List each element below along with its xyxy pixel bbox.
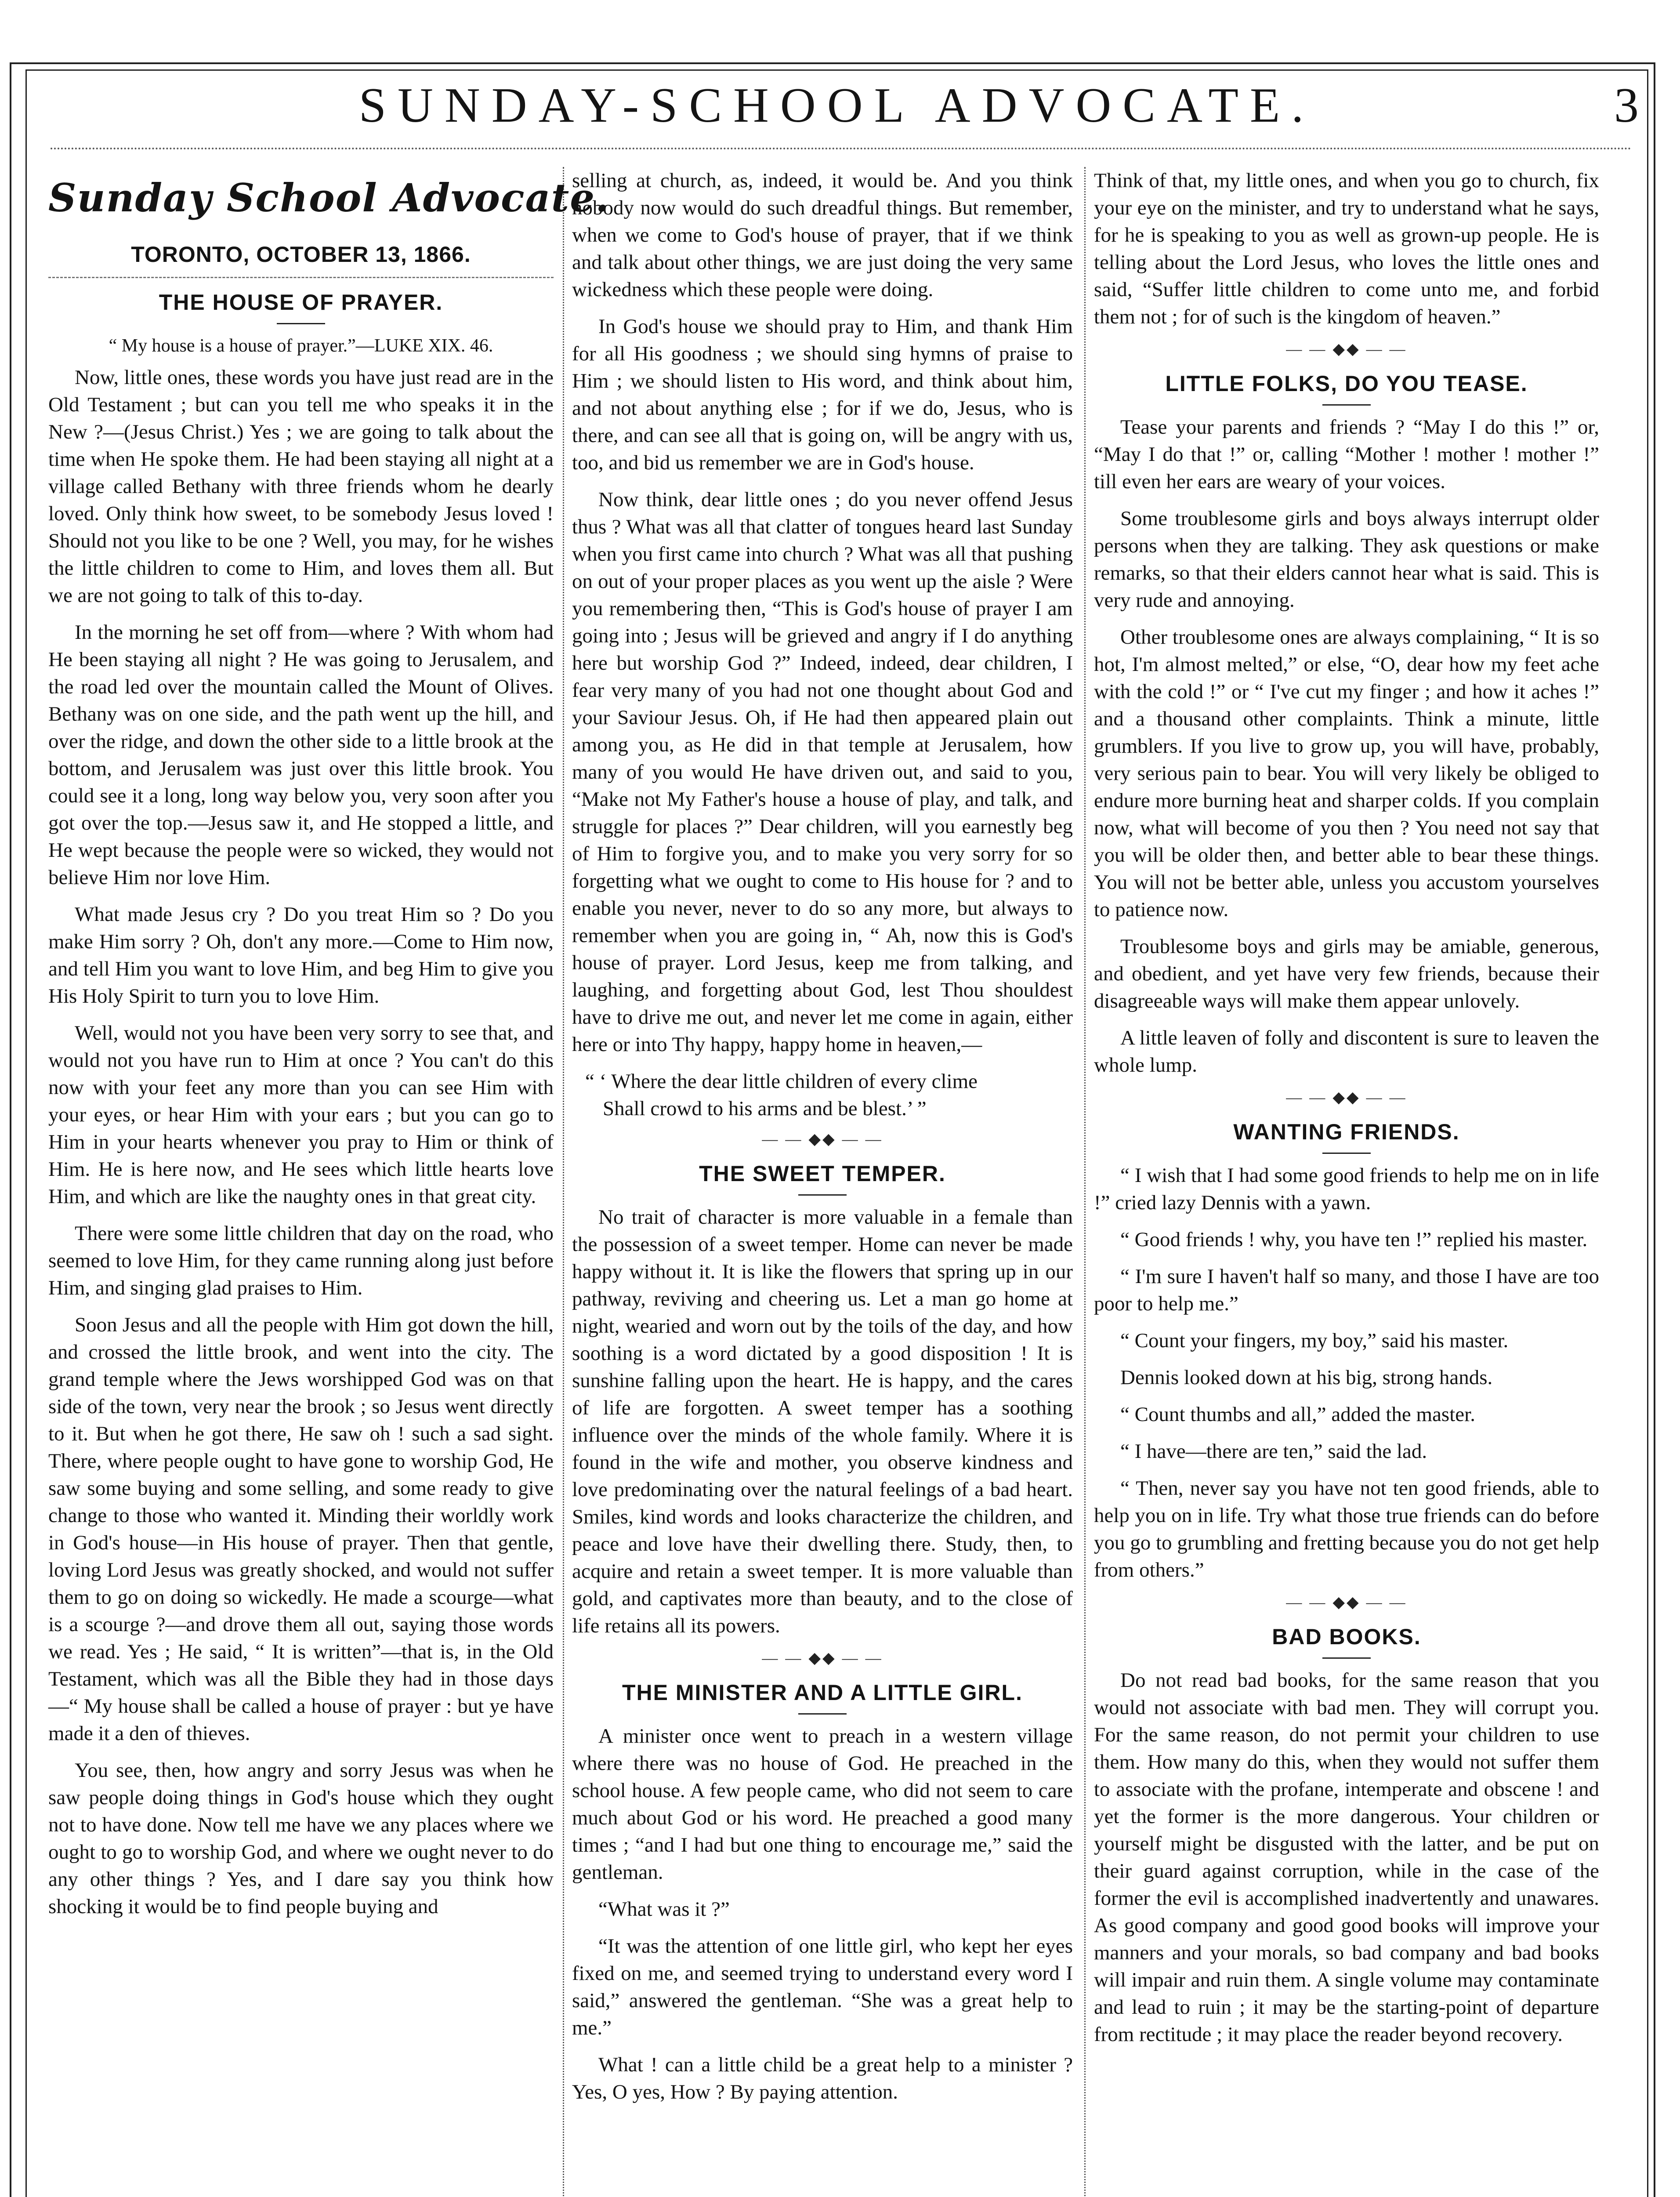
paragraph: “It was the attention of one little girl, who kept her eyes fixed on me, and seemed trying to understand every word I said,” answered the gentleman. “She was a great help to me.” (572, 1935, 1073, 2039)
paragraph: Now think, dear little ones ; do you never offend Jesus thus ? What was all that clatter of tongues heard last Sunday when you first came into church ? What was all that pushing on out of your proper places as you went up the aisle ? Were you remembering then, “This is God's house of prayer I am going into ; Jesus will be grieved and angry if I do anything here but worship God ?” Indeed, indeed, dear children, I fear very many of you had not one thought about God and your Saviour Jesus. Oh, if He had then appeared plain out among you, as He did in that temple at Jerusalem, how many of you would He have driven out, and said to you, “Make not My Father's house a house of play, and talk, and struggle for places ?” Dear children, will you earnestly beg of Him to forgive you, and to make you very sorry for so forgetting what we ought to come to His house for ? and to enable you never, never to do so any more, but always to remember when you are going in, “ Ah, now this is God's house of prayer. Lord Jesus, keep me from talking, and laughing, and forgetting about God, lest Thou shouldest have to drive me out, and never let me come in again, either here or into Thy happy, happy home in heaven,— (572, 488, 1073, 1056)
paragraph: selling at church, as, indeed, it would be. And you think nobody now would do such dreadful things. But remember, when we come to God's house of prayer, that if we think and talk about other things, we are just doing the very same wickedness which these people were doing. (572, 169, 1073, 301)
paragraph: You see, then, how angry and sorry Jesus was when he saw people doing things in God's house which they ought not to have done. Now tell me have we any places where we ought to go to worship God, and where we ought never to do any other things ? Yes, and I dare say you think how shocking it would be to find people buying and (48, 1759, 554, 1918)
paragraph: “ I'm sure I haven't half so many, and those I have are too poor to help me.” (1094, 1265, 1599, 1315)
paragraph: Tease your parents and friends ? “May I do this !” or, “May I do that !” or, calling “Mother ! mother ! mother !” till even her ears are weary of your voices. (1094, 416, 1599, 493)
dateline-rule (48, 277, 554, 278)
paper-title: Sunday School Advocate. (48, 175, 610, 221)
verse-line: Shall crowd to his arms and be blest.’ ” (603, 1097, 927, 1120)
paragraph: In the morning he set off from—where ? With whom had He been staying all night ? He was going to Jerusalem, and the road led over the mountain called the Mount of Olives. Bethany was on one side, and the path went up the hill, and over the ridge, and down the other side to a little brook at the bottom, and Jerusalem was just over this little brook. You could see it a long, long way below you, very soon after you got over the top.—Jesus saw it, and He stopped a little, and He wept because the people were so wicked, they would not believe Him nor love Him. (48, 621, 554, 889)
column-1 (48, 167, 610, 2197)
title-rule (277, 323, 325, 324)
column-2 (572, 167, 1073, 2197)
dateline: TORONTO, OCTOBER 13, 1866. (131, 242, 471, 267)
paragraph: Dennis looked down at his big, strong hands. (1120, 1366, 1493, 1389)
article-title-bad-books: BAD BOOKS. (1272, 1624, 1421, 1649)
paragraph: “ Good friends ! why, you have ten !” replied his master. (1120, 1228, 1588, 1251)
title-rule (1322, 404, 1371, 406)
section-ornament: — — ◆◆ — — (1286, 1088, 1407, 1106)
column-divider (563, 167, 564, 2197)
page-number: 3 (1614, 78, 1639, 133)
masthead-rule (51, 148, 1632, 149)
title-rule (1322, 1657, 1371, 1659)
paragraph: Other troublesome ones are always complaining, “ It is so hot, I'm almost melted,” or else, “O, dear how my feet ache with the cold !” or “ I've cut my finger ; and how it aches !” and a thousand other complaints. Think a minute, little grumblers. If you live to grow up, you will have, probably, very serious pain to bear. You will very likely be obliged to endure more burning heat and sharper colds. If you complain now, what will become of you then ? You need not say that you will be older then, and better able to bear these things. You will not be better able, unless you accustom yourselves to patience now. (1094, 626, 1599, 921)
paragraph: “ Then, never say you have not ten good friends, able to help you on in life. Try what those true friends can do before you go to grumbling and fretting because you do not get help from others.” (1094, 1477, 1599, 1581)
paragraph: No trait of character is more valuable in a female than the possession of a sweet temper. Home can never be made happy without it. It is like the flowers that spring up in our pathway, reviving and cheering us. Let a man go home at night, wearied and worn out by the toils of the day, and how soothing is a word dictated by a good disposition ! It is sunshine falling upon the heart. He is happy, and the cares of life are forgotten. A sweet temper has a soothing influence over the minds of the whole family. Where it is found in the wife and mother, you observe kindness and love predominating over the natural feelings of a bad heart. Smiles, kind words and looks characterize the children, and peace and love have their dwelling there. Study, then, to acquire and retain a sweet temper. It is more valuable than gold, and captivates more than beauty, and to the close of life retains all its powers. (572, 1206, 1073, 1637)
running-title: SUNDAY-SCHOOL ADVOCATE. (358, 78, 1315, 133)
paragraph: There were some little children that day on the road, who seemed to love Him, for they came running along just before Him, and singing glad praises to Him. (48, 1222, 554, 1299)
article-title-sweet-temper: THE SWEET TEMPER. (699, 1161, 946, 1186)
paragraph: Do not read bad books, for the same reason that you would not associate with bad men. They will corrupt you. For the same reason, do not permit your children to use them. How many do this, when they would not suffer them to associate with the profane, intemperate and obscene ! and yet the former is the more dangerous. Your children or yourself might be disgusted with the latter, and be put on their guard against corruption, while in the case of the former the evil is accomplished inadvertently and unawares. As good company and good good books will improve your manners and your morals, so bad company and bad books will impair and ruin them. A single volume may contaminate and lead to ruin ; it may be the starting-point of departure from rectitude ; it may place the reader beyond recovery. (1094, 1669, 1599, 2046)
paragraph: “ Count thumbs and all,” added the master. (1120, 1403, 1475, 1426)
paragraph: In God's house we should pray to Him, and thank Him for all His goodness ; we should sing hymns of praise to Him ; we should listen to His word, and think about him, and not about anything else ; for if we do, Jesus, who is there, and can see all that is going on, will be angry with us, too, and bid us remember we are in God's house. (572, 315, 1073, 474)
title-rule (798, 1713, 847, 1715)
paragraph: “ Count your fingers, my boy,” said his master. (1120, 1329, 1509, 1352)
section-ornament: — — ◆◆ — — (762, 1649, 883, 1667)
paragraph: Well, would not you have been very sorry to see that, and would not you have run to Him at once ? You can't do this now with your feet any more than you can see Him with your eyes, or hear Him with your ears ; but you can go to Him in your hearts whenever you pray to Him or think of Him. He is here now, and He sees which little hearts love Him, and which are like the naughty ones in that great city. (48, 1022, 554, 1208)
column-3 (1094, 167, 1599, 2197)
paragraph: What ! can a little child be a great help to a minister ? Yes, O yes, How ? By paying attention. (572, 2053, 1073, 2103)
paragraph: Soon Jesus and all the people with Him got down the hill, and crossed the little brook, and went into the city. The grand temple where the Jews worshipped God was on that side of the town, very near the brook ; so Jesus went directly to it. But when he got there, He saw oh ! such a sad sight. There, where people ought to have gone to worship God, He saw some buying and some selling, and some ready to give change to those who wanted it. Minding their worldly work in God's house—in His house of prayer. Then that gentle, loving Lord Jesus was greatly shocked, and would not suffer them to go on doing so wickedly. He made a scourge—what is a scourge ?—and drove them all out, saying those words we read. Yes ; He said, “ It is written”—that is, in the Old Testament, which was all the Bible they had in those days—“ My house shall be called a house of prayer : but ye have made it a den of thieves. (48, 1313, 554, 1745)
verse-line: “ ‘ Where the dear little children of every clime (585, 1070, 978, 1093)
paragraph: “What was it ?” (598, 1898, 730, 1921)
paragraph: Some troublesome girls and boys always interrupt older persons when they are talking. They ask questions or make remarks, so that their elders cannot hear what is said. This is very rude and annoying. (1094, 507, 1599, 612)
section-ornament: — — ◆◆ — — (762, 1130, 883, 1148)
epigraph: “ My house is a house of prayer.”—LUKE XIX. 46. (109, 336, 493, 356)
title-rule (1322, 1153, 1371, 1154)
paragraph: Troublesome boys and girls may be amiable, generous, and obedient, and yet have very few friends, because their disagreeable ways will make them appear unlovely. (1094, 935, 1599, 1012)
article-title-minister: THE MINISTER AND A LITTLE GIRL. (622, 1680, 1023, 1705)
title-rule (798, 1194, 847, 1196)
article-title-little-folks: LITTLE FOLKS, DO YOU TEASE. (1165, 371, 1528, 396)
section-ornament: — — ◆◆ — — (1286, 1593, 1407, 1611)
paragraph: “ I have—there are ten,” said the lad. (1120, 1440, 1427, 1463)
paragraph: “ I wish that I had some good friends to help me on in life !” cried lazy Dennis with a yawn. (1094, 1164, 1599, 1214)
paragraph: Think of that, my little ones, and when you go to church, fix your eye on the minister, and try to understand what he says, for he is speaking to you as well as grown-up people. He is telling about the Lord Jesus, who loves the little ones and said, “Suffer little children to come unto me, and forbid them not ; for of such is the kingdom of heaven.” (1094, 169, 1599, 328)
article-title-wanting-friends: WANTING FRIENDS. (1233, 1120, 1460, 1144)
paragraph: What made Jesus cry ? Do you treat Him so ? Do you make Him sorry ? Oh, don't any more.—Come to Him now, and tell Him you want to love Him, and beg Him to give you His Holy Spirit to turn you to love Him. (48, 903, 554, 1008)
paragraph: Now, little ones, these words you have just read are in the Old Testament ; but can you tell me who speaks it in the New ?—(Jesus Christ.) Yes ; we are going to talk about the time when He spoke them. He had been staying all night at a village called Bethany with three friends whom he dearly loved. Only think how sweet, to be somebody Jesus loved ! Should not you like to be one ? Well, you may, for he wishes the little children to come to Him, and loves them all. But we are not going to talk of this to-day. (48, 366, 554, 607)
paragraph: A minister once went to preach in a western village where there was no house of God. He preached in the school house. A few people came, who did not seem to care much about God or his word. He preached a good many times ; “and I had but one thing to encourage me,” said the gentleman. (572, 1725, 1073, 1884)
article-title-house-of-prayer: THE HOUSE OF PRAYER. (159, 290, 443, 315)
verse (572, 1068, 1073, 1122)
section-ornament: — — ◆◆ — — (1286, 340, 1407, 358)
column-divider (1084, 167, 1086, 2197)
paragraph: A little leaven of folly and discontent is sure to leaven the whole lump. (1094, 1026, 1599, 1077)
